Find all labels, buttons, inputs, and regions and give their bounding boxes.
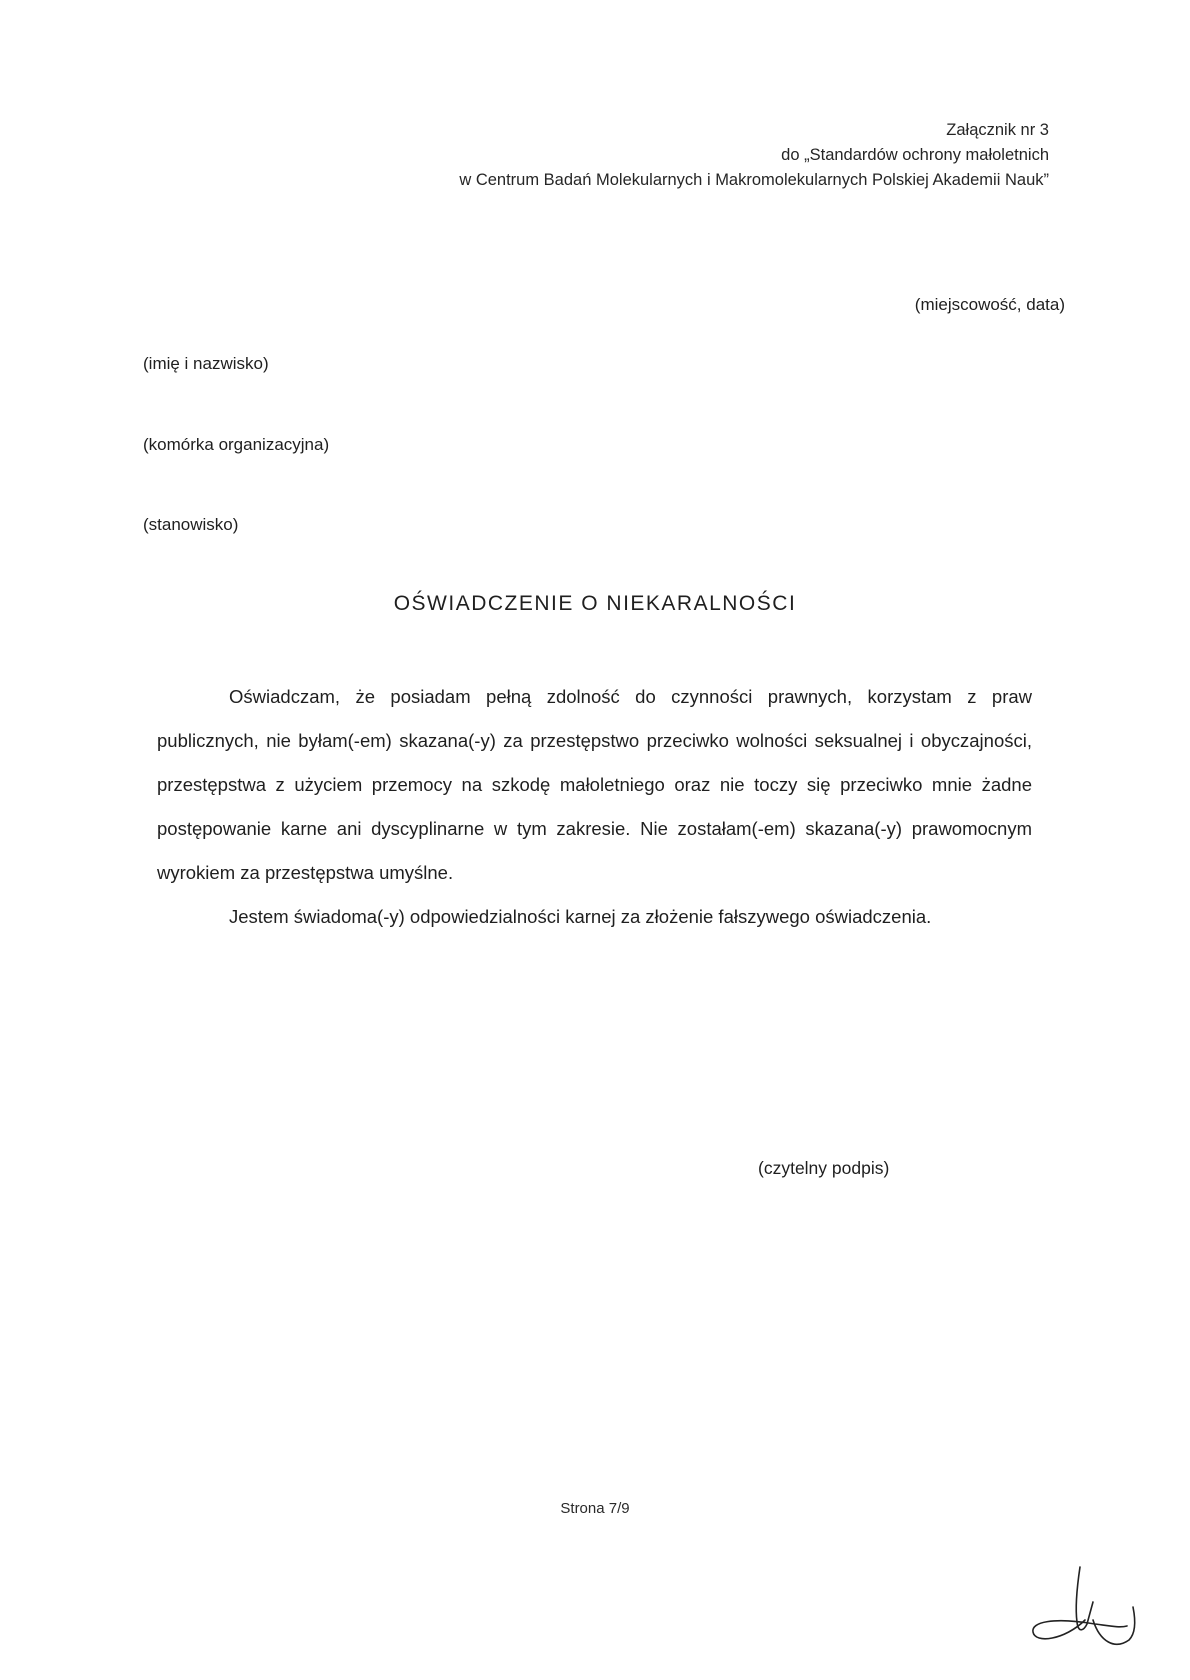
position-label: (stanowisko) <box>143 515 239 534</box>
document-title: OŚWIADCZENIE O NIEKARALNOŚCI <box>393 592 797 615</box>
attachment-number: Załącznik nr 3 <box>946 121 1049 139</box>
attachment-institution: w Centrum Badań Molekularnych i Makromolekularnych Polskiej Akademii Nauk” <box>459 171 1049 189</box>
liability-paragraph: Jestem świadoma(-y) odpowiedzialności karnej za złożenie fałszywego oświadczenia. <box>229 906 932 927</box>
signature-label: (czytelny podpis) <box>758 1158 890 1178</box>
statement-body <box>157 675 1032 939</box>
attachment-reference: do „Standardów ochrony małoletnich <box>781 146 1049 164</box>
attachment-header <box>459 118 1049 193</box>
place-date-label: (miejscowość, data) <box>914 295 1065 314</box>
organizational-unit-label: (komórka organizacyjna) <box>143 435 330 454</box>
page-number: Strona 7/9 <box>560 1500 630 1517</box>
handwritten-initials <box>1025 1562 1145 1652</box>
name-label: (imię i nazwisko) <box>143 354 269 373</box>
statement-paragraph: Oświadczam, że posiadam pełną zdolność do czynności prawnych, korzystam z praw publicznych, nie byłam(-em) skazana(-y) za przestępstwo przeciwko wolności seksualnej i obyczajności, przestępstwa z użyciem przemocy na szkodę małoletniego oraz nie toczy się przeciwko mnie żadne postępowanie karne ani dyscyplinarne w tym zakresie. Nie zostałam(-em) skazana(-y) prawomocnym wyrokiem za przestępstwa umyślne. <box>157 686 1032 883</box>
